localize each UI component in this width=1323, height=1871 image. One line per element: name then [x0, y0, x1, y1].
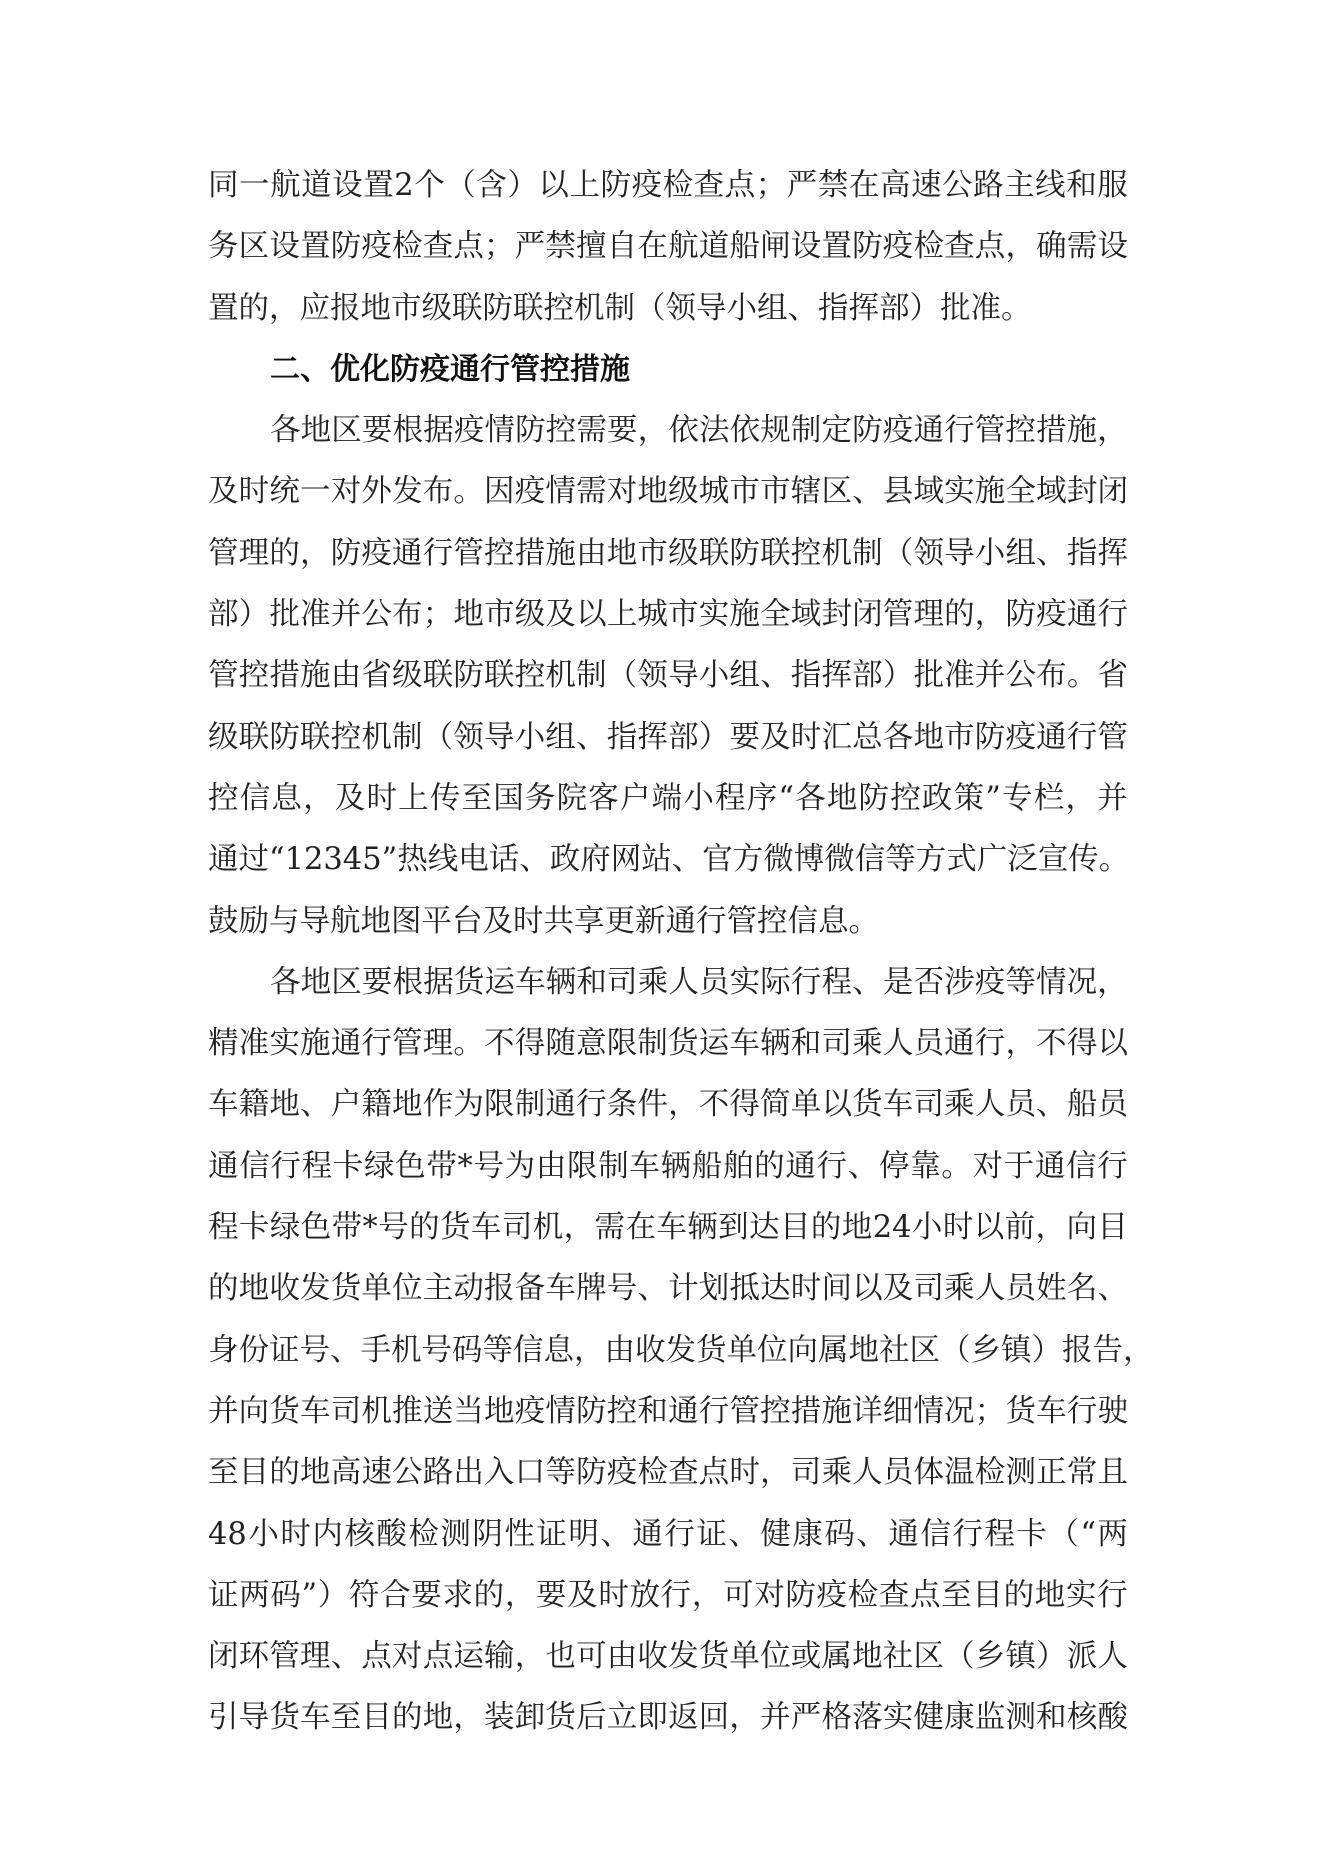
- text-line: 置的，应报地市级联防联控机制（领导小组、指挥部）批准。: [208, 290, 1032, 326]
- heading-text: 二、优化防疫通行管控措施: [270, 351, 630, 387]
- text-line: 至 目 的 地 高 速 公 路 出 入 口 等 防 疫 检 查 点 时 ， 司 乘 人 员 体 温 检 测 正 常 且: [208, 1455, 1128, 1491]
- text-line: 同 一 航 道 设 置 2 个 （ 含 ） 以 上 防 疫 检 查 点 ； 严 禁 在 高 速 公 路 主 线 和 服: [208, 168, 1128, 203]
- text-line: 管 理 的 ， 防 疫 通 行 管 控 措 施 由 地 市 级 联 防 联 控 机 制 （ 领 导 小 组 、 指 挥: [208, 535, 1128, 571]
- text-line: 管 控 措 施 由 省 级 联 防 联 控 机 制 （ 领 导 小 组 、 指 挥 部 ） 批 准 并 公 布 。 省: [208, 658, 1128, 694]
- paragraph: [208, 400, 1128, 952]
- text-line: 精 准 实 施 通 行 管 理 。 不 得 随 意 限 制 货 运 车 辆 和 司 乘 人 员 通 行 ， 不 得 以: [208, 1026, 1128, 1062]
- text-line: 鼓励与导航地图平台及时共享更新通行管控信息。: [208, 903, 879, 939]
- text-line: 及 时 统 一 对 外 发 布 。 因 疫 情 需 对 地 级 城 市 市 辖 区 、 县 域 实 施 全 域 封 闭: [208, 474, 1128, 510]
- text-line: 控 信 息 ， 及 时 上 传 至 国 务 院 客 户 端 小 程 序 “ 各 地 防 控 政 策 ” 专 栏 ， 并: [208, 780, 1128, 816]
- paragraph: [208, 952, 1154, 1749]
- text-line: 身 份 证 号 、 手 机 号 码 等 信 息 ， 由 收 发 货 单 位 向 属 地 社 区 （ 乡 镇 ） 报 告 ，: [208, 1332, 1154, 1368]
- text-line: 程 卡 绿 色 带 * 号 的 货 车 司 机 ， 需 在 车 辆 到 达 目 的 地 24 小 时 以 前 ， 向 目: [208, 1210, 1128, 1246]
- document-body: [208, 155, 1154, 1749]
- text-line: 的 地 收 发 货 单 位 主 动 报 备 车 牌 号 、 计 划 抵 达 时 间 以 及 司 乘 人 员 姓 名 、: [208, 1271, 1128, 1307]
- text-line: 各 地 区 要 根 据 疫 情 防 控 需 要 ， 依 法 依 规 制 定 防 疫 通 行 管 控 措 施 ，: [270, 413, 1128, 449]
- text-line: 闭 环 管 理 、 点 对 点 运 输 ， 也 可 由 收 发 货 单 位 或 属 地 社 区 （ 乡 镇 ） 派 人: [208, 1639, 1128, 1675]
- text-line: 48 小 时 内 核 酸 检 测 阴 性 证 明 、 通 行 证 、 健 康 码 、 通 信 行 程 卡 （ “ 两: [208, 1516, 1128, 1552]
- section-heading: [208, 339, 1128, 400]
- text-line: 车 籍 地 、 户 籍 地 作 为 限 制 通 行 条 件 ， 不 得 简 单 以 货 车 司 乘 人 员 、 船 员: [208, 1087, 1128, 1123]
- text-line: 证 两 码 ” ） 符 合 要 求 的 ， 要 及 时 放 行 ， 可 对 防 疫 检 查 点 至 目 的 地 实 行: [208, 1577, 1128, 1613]
- text-line: 各 地 区 要 根 据 货 运 车 辆 和 司 乘 人 员 实 际 行 程 、 是 否 涉 疫 等 情 况 ，: [270, 964, 1128, 1000]
- text-line: 级 联 防 联 控 机 制 （ 领 导 小 组 、 指 挥 部 ） 要 及 时 汇 总 各 地 市 防 疫 通 行 管: [208, 719, 1128, 755]
- text-line: 部 ） 批 准 并 公 布 ； 地 市 级 及 以 上 城 市 实 施 全 域 封 闭 管 理 的 ， 防 疫 通 行: [208, 597, 1128, 633]
- text-line: 并 向 货 车 司 机 推 送 当 地 疫 情 防 控 和 通 行 管 控 措 施 详 细 情 况 ； 货 车 行 驶: [208, 1393, 1128, 1429]
- text-line: 务 区 设 置 防 疫 检 查 点 ； 严 禁 擅 自 在 航 道 船 闸 设 置 防 疫 检 查 点 ， 确 需 设: [208, 229, 1128, 265]
- text-line: 通 信 行 程 卡 绿 色 带 * 号 为 由 限 制 车 辆 船 舶 的 通 行 、 停 靠 。 对 于 通 信 行: [208, 1148, 1128, 1184]
- text-line: 通 过 “ 12345 ” 热 线 电 话 、 政 府 网 站 、 官 方 微 博 微 信 等 方 式 广 泛 宣 传 。: [208, 842, 1130, 878]
- text-line: 引 导 货 车 至 目 的 地 ， 装 卸 货 后 立 即 返 回 ， 并 严 格 落 实 健 康 监 测 和 核 酸: [208, 1700, 1128, 1736]
- paragraph: [208, 155, 1128, 339]
